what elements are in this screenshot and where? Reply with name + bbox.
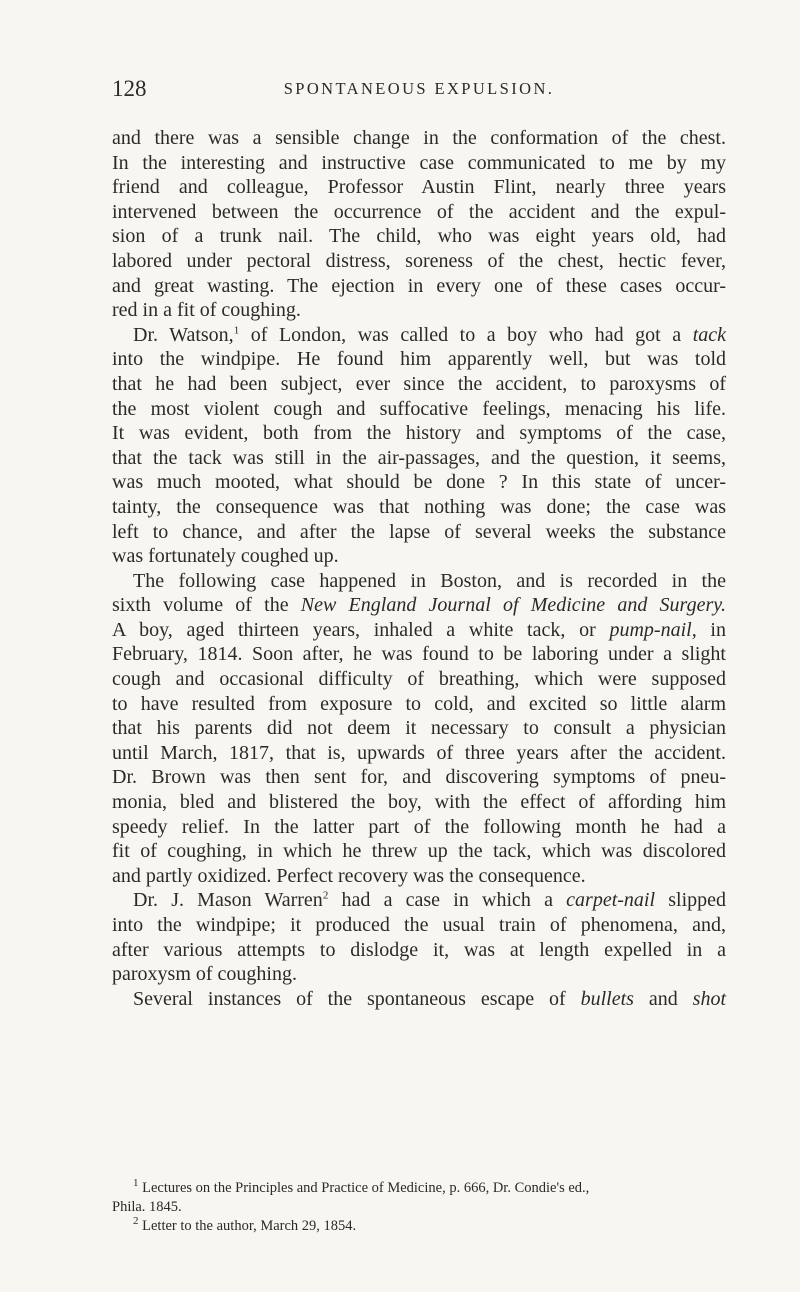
footnotes [112,1179,726,1236]
text-line: February, 1814. Soon after, he was found to be laboring under a slight [112,643,726,666]
body-text [112,126,726,1011]
text-line: that the tack was still in the air-passages, and the question, it seems, [112,446,726,469]
text-line: It was evident, both from the history and symptoms of the case, [112,422,726,445]
text-line: into the windpipe; it produced the usual train of phenomena, and, [112,914,726,936]
running-head: SPONTANEOUS EXPULSION. [283,79,555,98]
text-line: Dr. J. Mason Warren$^2$ had a case in which a carpet-nail slipped [133,889,726,912]
text-line: until March, 1817, that is, upwards of three years after the accident. [112,741,726,764]
text-line: Dr. Brown was then sent for, and discovering symptoms of pneu- [112,766,726,789]
text-line: was much mooted, what should be done ? In this state of uncer- [112,471,726,494]
text-line: A boy, aged thirteen years, inhaled a white tack, or pump-nail, in [112,618,726,641]
text-line: speedy relief. In the latter part of the following month he had a [112,815,726,838]
text-line: into the windpipe. He found him apparently well, but was told [112,348,726,371]
page-number: 128 [112,76,147,101]
text-line: and partly oxidized. Perfect recovery was the consequence. [112,864,586,887]
text-line: cough and occasional difficulty of breathing, which were supposed [112,668,726,691]
text-line: and there was a sensible change in the conformation of the chest. [112,127,726,149]
text-line: labored under pectoral distress, soreness of the chest, hectic fever, [112,249,726,272]
text-line: red in a fit of coughing. [112,299,301,322]
text-line: intervened between the occurrence of the accident and the expul- [112,200,726,223]
text-line: In the interesting and instructive case communicated to me by my [112,151,726,174]
text-line: fit of coughing, in which he threw up the tack, which was discolored [112,840,726,863]
text-line: that he had been subject, ever since the accident, to paroxysms of [112,372,726,395]
text-line: The following case happened in Boston, and is recorded in the [133,569,726,592]
text-line: the most violent cough and suffocative feelings, menacing his life. [112,397,726,420]
footnote-line: $^2$ Letter to the author, March 29, 1854. [133,1215,357,1234]
text-line: left to chance, and after the lapse of several weeks the substance [112,520,726,543]
text-line: to have resulted from exposure to cold, and excited so little alarm [112,692,726,715]
footnote-line: $^1$ Lectures on the Principles and Practice of Medicine, p. 666, Dr. Condie's ed., [133,1177,590,1196]
footnote-line: Phila. 1845. [112,1199,182,1215]
text-line: paroxysm of coughing. [112,963,297,986]
text-line: monia, bled and blistered the boy, with the effect of affording him [112,791,726,814]
text-line: tainty, the consequence was that nothing was done; the case was [112,495,726,518]
text-line: Dr. Watson,$^1$ of London, was called to a boy who had got a tack [133,323,726,346]
text-line: was fortunately coughed up. [112,545,339,568]
text-line: sixth volume of the New England Journal of Medicine and Surgery. [112,594,726,617]
text-line: friend and colleague, Professor Austin Flint, nearly three years [112,176,726,199]
text-line: that his parents did not deem it necessary to consult a physician [112,717,726,740]
text-line: sion of a trunk nail. The child, who was eight years old, had [112,225,726,248]
text-line: after various attempts to dislodge it, was at length expelled in a [112,938,726,961]
text-line: and great wasting. The ejection in every one of these cases occur- [112,274,726,297]
text-line: Several instances of the spontaneous escape of bullets and shot [133,987,727,1010]
page-header [112,76,726,106]
